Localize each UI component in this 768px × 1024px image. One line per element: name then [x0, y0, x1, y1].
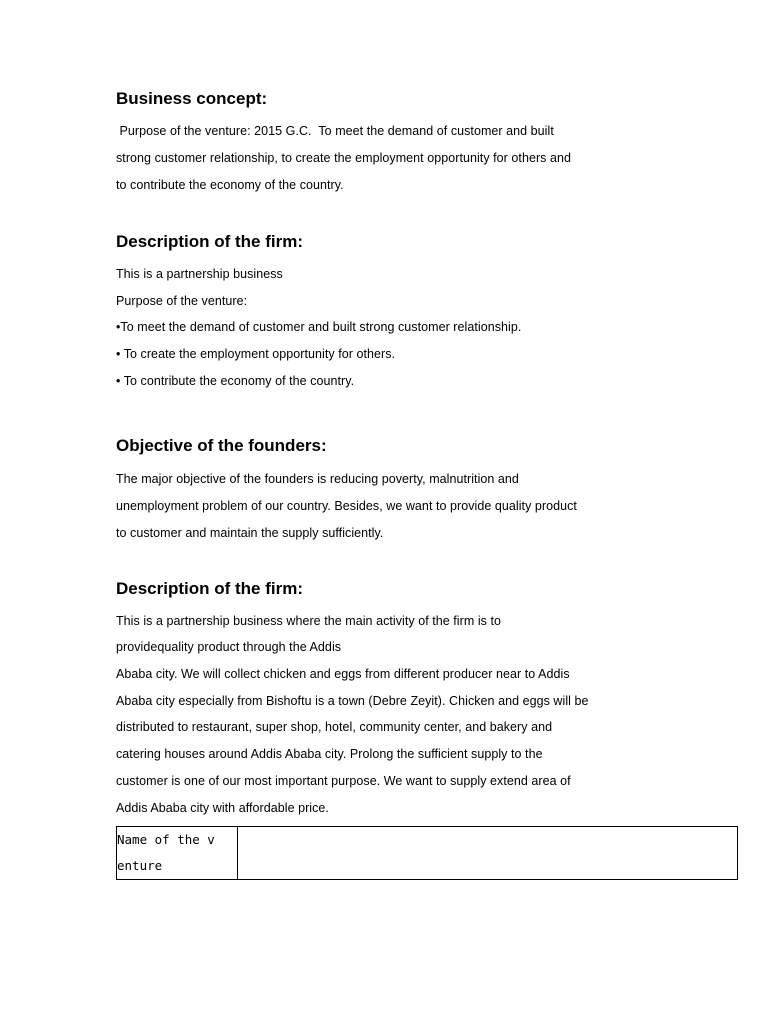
paragraph-line: Ababa city especially from Bishoftu is a town (Debre Zeyit). Chicken and eggs will be: [116, 694, 589, 708]
bullet-item: • To create the employment opportunity for others.: [116, 347, 396, 361]
paragraph-line: The major objective of the founders is reducing poverty, malnutrition and: [116, 472, 519, 486]
venture-name-table: [116, 826, 738, 880]
paragraph-line: catering houses around Addis Ababa city. Prolong the sufficient supply to the: [116, 747, 543, 761]
heading-business-concept: Business concept:: [116, 89, 268, 108]
bullet-item: • To contribute the economy of the country.: [116, 374, 355, 388]
paragraph-line: strong customer relationship, to create the employment opportunity for others and: [116, 151, 571, 165]
heading-objective-founders: Objective of the founders:: [116, 436, 327, 455]
paragraph-line: customer is one of our most important purpose. We want to supply extend area of: [116, 774, 571, 788]
paragraph-line: to contribute the economy of the country.: [116, 178, 344, 192]
venture-name-label: Name of the v enture: [117, 827, 238, 880]
paragraph-line: Purpose of the venture:: [116, 294, 248, 308]
heading-description-firm: Description of the firm:: [116, 232, 304, 251]
paragraph-line: Ababa city. We will collect chicken and eggs from different producer near to Addis: [116, 667, 570, 681]
paragraph-line: to customer and maintain the supply sufficiently.: [116, 526, 384, 540]
paragraph-line: This is a partnership business where the main activity of the firm is to: [116, 614, 502, 628]
paragraph-line: This is a partnership business: [116, 267, 283, 281]
paragraph-line: distributed to restaurant, super shop, hotel, community center, and bakery and: [116, 720, 553, 734]
paragraph-line: providequality product through the Addis: [116, 640, 342, 654]
venture-name-value[interactable]: [238, 827, 738, 880]
paragraph-line: unemployment problem of our country. Besides, we want to provide quality product: [116, 499, 577, 513]
paragraph-line: Purpose of the venture: 2015 G.C. To meet the demand of customer and built: [116, 124, 554, 138]
bullet-item: •To meet the demand of customer and built strong customer relationship.: [116, 320, 522, 334]
table-row: [117, 827, 738, 880]
paragraph-line: Addis Ababa city with affordable price.: [116, 801, 329, 815]
heading-description-firm-2: Description of the firm:: [116, 579, 304, 598]
